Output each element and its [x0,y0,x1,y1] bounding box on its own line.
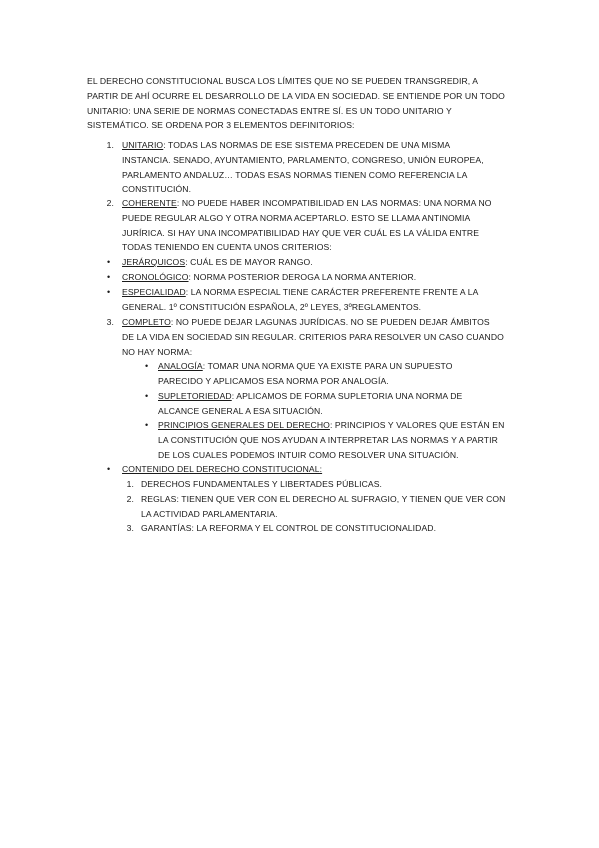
intro-line: UNITARIO: UNA SERIE DE NORMAS CONECTADAS ENTRE SÍ. ES UN TODO UNITARIO Y [87,105,452,116]
item-text: PUEDE REGULAR ALGO Y OTRA NORMA ACEPTARLO. ESTO SE LLAMA ANTINOMIA [122,212,471,223]
list-item-unitario [122,138,484,197]
contenido-heading: CONTENIDO DEL DERECHO CONSTITUCIONAL: [122,464,323,474]
list-number: 2. [126,494,134,504]
list-item-supletoriedad [158,389,462,419]
term-cronologico: CRONOLÓGICO [122,272,189,282]
intro-line: PARTIR DE AHÍ OCURRE EL DESARROLLO DE LA VIDA EN SOCIEDAD. SE ENTIENDE POR UN TODO [87,90,505,101]
list-number: 2. [106,198,114,208]
term-unitario: UNITARIO [122,140,164,150]
list-number: 1. [106,140,114,150]
item-text: JURÍRICA. SI HAY UNA INCOMPATIBILIDAD HAY QUE VER CUÁL ES LA VÁLIDA ENTRE [122,227,480,238]
section-heading [122,462,322,477]
item-text: NO HAY NORMA: [122,346,193,357]
item-text: PARLAMENTO ANDALUZ… TODAS ESAS NORMAS TIENEN COMO REFERENCIA LA [122,169,468,180]
item-text: : LA NORMA ESPECIAL TIENE CARÁCTER PREFERENTE FRENTE A LA [185,287,479,297]
list-item-jerarquicos [122,255,313,270]
intro-line: EL DERECHO CONSTITUCIONAL BUSCA LOS LÍMITES QUE NO SE PUEDEN TRANSGREDIR, A [87,76,479,86]
item-text: : TODAS LAS NORMAS DE ESE SISTEMA PRECEDEN DE UNA MISMA [163,140,451,150]
item-text: DE LA VIDA EN SOCIEDAD SIN REGULAR. CRITERIOS PARA RESOLVER UN CASO CUANDO [122,331,504,342]
intro-line: SISTEMÁTICO. SE ORDENA POR 3 ELEMENTOS DEFINITORIOS: [87,120,355,131]
intro-paragraph [87,74,517,133]
bullet-icon: • [145,420,149,430]
list-item-garantias [141,521,436,536]
list-item-analogia [158,359,453,389]
item-text: INSTANCIA. SENADO, AYUNTAMIENTO, PARLAMENTO, CONGRESO, UNIÓN EUROPEA, [122,154,484,165]
bullet-icon: • [107,272,111,282]
item-text: GARANTÍAS: LA REFORMA Y EL CONTROL DE CONSTITUCIONALIDAD. [141,523,437,533]
item-text: DERECHOS FUNDAMENTALES Y LIBERTADES PÚBLICAS. [141,479,383,489]
term-coherente: COHERENTE [122,198,177,208]
item-text: : APLICAMOS DE FORMA SUPLETORIA UNA NORMA DE [231,391,463,401]
item-text: CONSTITUCIÓN. [122,184,192,195]
list-item-coherente [122,196,492,255]
item-text: REGLAS: TIENEN QUE VER CON EL DERECHO AL SUFRAGIO, Y TIENEN QUE VER CON [141,494,506,504]
bullet-icon: • [107,257,111,267]
list-number: 3. [106,317,114,327]
list-item-especialidad [122,285,478,315]
term-principios: PRINCIPIOS GENERALES DEL DERECHO [158,420,330,430]
list-item-derechos [141,477,382,492]
list-item-reglas [141,492,505,522]
item-text: : PRINCIPIOS Y VALORES QUE ESTÁN EN [329,420,505,430]
bullet-icon: • [145,391,149,401]
list-item-principios [158,418,504,462]
item-text: PARECIDO Y APLICAMOS ESA NORMA POR ANALOGÍA. [158,375,389,386]
item-text: GENERAL. 1º CONSTITUCIÓN ESPAÑOLA, 2º LEYES, 3ºREGLAMENTOS. [122,301,422,312]
item-text: ALCANCE GENERAL A ESA SITUACIÓN. [158,405,323,416]
list-number: 3. [126,523,134,533]
item-text: : NO PUEDE DEJAR LAGUNAS JURÍDICAS. NO SE PUEDEN DEJAR ÁMBITOS [170,317,490,327]
bullet-icon: • [107,464,111,474]
list-number: 1. [126,479,134,489]
list-item-completo [122,315,504,359]
term-jerarquicos: JERÁRQUICOS [122,257,186,267]
item-text: : CUÁL ES DE MAYOR RANGO. [185,257,313,267]
item-text: : TOMAR UNA NORMA QUE YA EXISTE PARA UN SUPUESTO [202,361,453,371]
bullet-icon: • [107,287,111,297]
list-item-cronologico [122,270,416,285]
item-text: LA CONSTITUCIÓN QUE NOS AYUDAN A INTERPRETAR LAS NORMAS Y A PARTIR [158,434,498,445]
item-text: DE LOS CUALES PODEMOS INTUIR COMO RESOLVER UNA SITUACIÓN. [158,449,459,460]
term-analogia: ANALOGÍA [158,361,203,371]
item-text: : NORMA POSTERIOR DEROGA LA NORMA ANTERIOR. [188,272,417,282]
item-text: : NO PUEDE HABER INCOMPATIBILIDAD EN LAS NORMAS: UNA NORMA NO [176,198,492,208]
term-supletoriedad: SUPLETORIEDAD [158,391,232,401]
item-text: TODAS TENIENDO EN CUENTA UNOS CRITERIOS: [122,242,332,253]
term-completo: COMPLETO [122,317,171,327]
term-especialidad: ESPECIALIDAD [122,287,186,297]
bullet-icon: • [145,361,149,371]
item-text: LA ACTIVIDAD PARLAMENTARIA. [141,508,278,519]
